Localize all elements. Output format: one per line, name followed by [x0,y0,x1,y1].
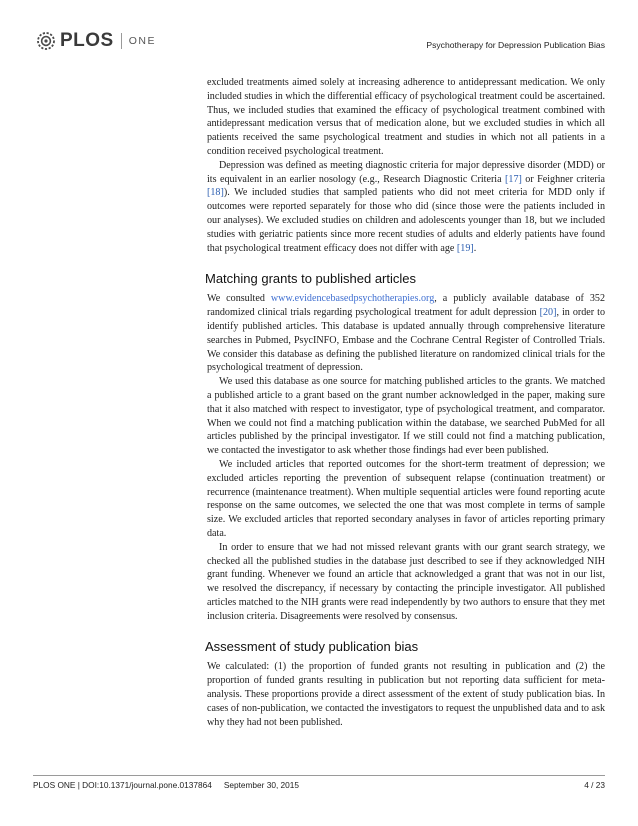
text: We consulted [207,293,271,305]
citation-link[interactable]: [18] [207,187,224,199]
text: Depression was defined as meeting diagnostic criteria for major depressive disorder (MDD) or its equivalent in an earlier nosology (e.g., Research Diagnostic Criteria [207,159,605,185]
citation-link[interactable]: [17] [505,173,522,185]
paragraph: We calculated: (1) the proportion of funded grants not resulting in publication and (2) the proportion of funded grants resulting in publication but not reporting data sufficient for meta-analysis. These proportions provide a direct assessment of the extent of study publication bias. In cases of non-publication, we contacted the investigators to request the unpublished data and to ask why they had not been published. [207,661,605,728]
section-heading-assessment: Assessment of study publication bias [205,639,419,655]
plos-logo-icon [36,31,56,51]
footer-doi: PLOS ONE | DOI:10.1371/journal.pone.0137864 [33,780,212,790]
paragraph: In order to ensure that we had not missed relevant grants with our grant search strategy, we checked all the published studies in the database just described to see if they acknowledged NIH grant funding. Whenever we found an article that acknowledged a grant that was not in our list, we resolved the discrepancy, if necessary by contacting the principle investigator. All published articles matched to the NIH grants were read independently by two authors to ensure that they met inclusion criteria. Disagreements were resolved by consensus. [207,541,605,622]
text: , a publicly available database of 352 randomized clinical trials regarding psychological treatment for adult depression [207,293,605,319]
logo-divider [121,33,122,49]
paragraph: excluded treatments aimed solely at increasing adherence to antidepressant medication. We only included studies in which the differential efficacy of psychological treatment could be ascertained. Thus, we included studies that examined the efficacy of psychological treatment combined with antidepressant medication versus that of medication alone, but we excluded studies in which all patients received the same psychological treatment and studies in which not all patients in a condition received psychological treatment. [207,77,605,157]
text: . [473,242,477,254]
logo-brand: PLOS [60,30,114,51]
citation-link[interactable]: [20] [539,307,557,319]
section-heading-matching: Matching grants to published articles [205,271,417,287]
paragraph: We used this database as one source for matching published articles to the grants. We matched a published article to a grant based on the grant number acknowledged in the paper, making sure that it also matched with respect to investigator, type of psychological treatment, and comparator. When we could not find a matching publication within the database, we searched PubMed for all articles published by the principal investigator. If we still could not find a matching publication, we contacted the investigator to ask whether those findings had ever been published. [207,376,605,457]
text: or Feighner criteria [521,173,606,185]
text: , in order to identify published articles. This database is updated annually through comprehensive literature searches in Pubmed, PsycINFO, Embase and the Cochrane Central Register of Controlled Trials. We consider this database as defining the published literature on randomized clinical trials for the psychological treatment of depression. [207,307,605,374]
text: ). We included studies that sampled patients who did not meet criteria for MDD only if outcomes were reported separately for those who did (since those were the patients included in our analyses). We excluded studies on children and adolescents younger than 18, but we included studies with geriatric patients since more recent studies of adults and elderly patients have found that psychological treatment efficacy does not differ with age [207,187,605,254]
page-number: 4 / 23 [584,780,605,790]
paragraph [207,159,605,256]
database-link[interactable]: www.evidencebasedpsychotherapies.org [270,293,435,305]
footer-date: September 30, 2015 [223,780,300,790]
running-head: Psychotherapy for Depression Publication Bias [426,40,605,50]
footer-divider [33,775,605,776]
journal-logo [36,30,156,52]
footer-citation [33,780,299,790]
logo-journal: ONE [128,35,156,47]
article-body [207,76,605,729]
paragraph: We included articles that reported outcomes for the short-term treatment of depression; we excluded articles reporting the prevention of subsequent relapse (continuation treatment) or recurrence (maintenance treatment). When multiple sequential articles were found reporting acute response on the same outcomes, we selected the one that was most complete in terms of sample size. We excluded articles that reported secondary analyses in favor of articles reporting primary data. [207,458,605,539]
paragraph [207,292,605,375]
citation-link[interactable]: [19] [456,242,474,254]
